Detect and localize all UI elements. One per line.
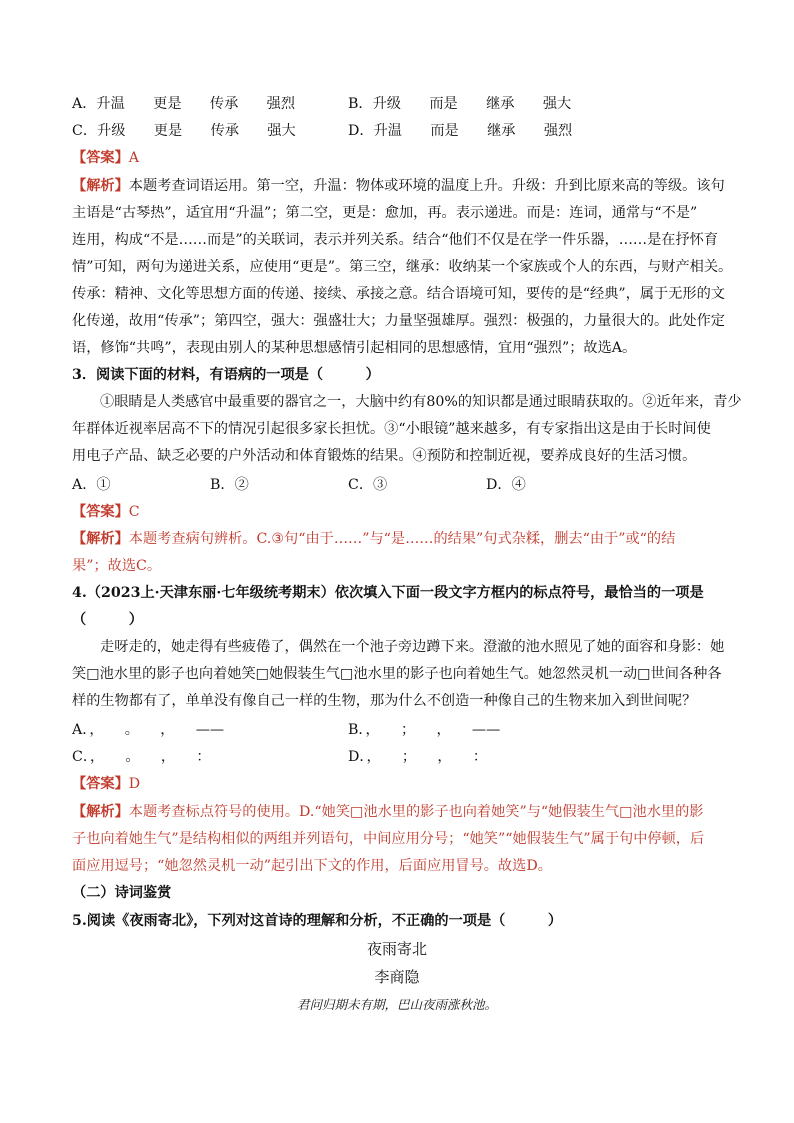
q3-passage-line: 用电子产品、缺乏必要的户外活动和体育锻炼的结果。④预防和控制近视，要养成良好的生活习惯。 [72, 448, 697, 464]
q3-analysis-line [72, 529, 675, 549]
q4-passage-line: 笑□池水里的影子也向着她笑□她假装生气□池水里的影子也向着她生气。她忽然灵机一动□世间各种各 [72, 666, 722, 682]
q3-option-d: D．④ [486, 477, 526, 493]
q3-analysis-line: 果”；故选C。 [72, 558, 162, 574]
q3-answer [72, 502, 140, 522]
answer-value: C [128, 504, 140, 520]
section-heading: （二）诗词鉴赏 [72, 885, 172, 901]
q5-stem: 5.阅读《夜雨寄北》，下列对这首诗的理解和分析，不正确的一项是（ ） [72, 913, 563, 929]
q4-option-c: C．， 。 ， ： [72, 749, 211, 765]
q4-passage-line: 样的生物都有了，单单没有像自己一样的生物，那为什么不创造一种像自己的生物来加入到世间呢？ [72, 693, 697, 709]
poem-title: 夜雨寄北 [366, 940, 427, 958]
q2-option-d: D．升温 而是 继承 强烈 [348, 123, 573, 139]
q4-option-b: B．， ； ， —— [348, 722, 501, 738]
analysis-text: 本题考查词语运用。第一空，升温：物体或环境的温度上升。升级：升到比原来高的等级。该句 [128, 178, 725, 194]
q3-option-a: A．① [72, 477, 111, 493]
analysis-tag: 【解析】 [72, 178, 129, 194]
q2-answer [72, 148, 139, 168]
answer-value: A [128, 150, 140, 166]
q2-analysis-line: 化传递，故用“传承”；第四空，强大：强盛壮大；力量坚强雄厚。强烈：极强的，力量很大的。此处作定 [72, 313, 725, 329]
q4-passage-line: 走呀走的，她走得有些疲倦了，偶然在一个池子旁边蹲下来。澄澈的池水照见了她的面容和身影：她 [100, 639, 725, 655]
q2-analysis-line [72, 176, 725, 196]
q3-option-c: C．③ [348, 477, 388, 493]
answer-tag: 【答案】 [72, 776, 129, 792]
q2-analysis-line: 连用，构成“不是……而是”的关联词，表示并列关系。结合“他们不仅是在学一件乐器，……是在抒怀育 [72, 232, 719, 248]
q4-option-a: A．， 。 ， —— [72, 722, 225, 738]
q4-option-d: D．， ； ， ： [348, 749, 488, 765]
q2-option-c: C．升级 更是 传承 强大 [72, 123, 296, 139]
q4-answer [72, 774, 140, 794]
q3-option-b: B．② [210, 477, 249, 493]
q2-analysis-line: 语，修饰“共鸣”，表现由别人的某种思想感情引起相同的思想感情，宜用“强烈”；故选A。 [72, 340, 637, 356]
q4-stem-paren: （ ） [72, 612, 143, 628]
poem-author: 李商隐 [374, 968, 420, 986]
poem-line: 君问归期未有期，巴山夜雨涨秋池。 [296, 997, 497, 1012]
q2-analysis-line: 情”可知，两句为递进关系，应使用“更是”。第三空，继承：收纳某一个家族或个人的东西，与财产相关。 [72, 259, 733, 275]
analysis-tag: 【解析】 [72, 531, 129, 547]
q2-option-a: A．升温 更是 传承 强烈 [72, 96, 296, 112]
analysis-text: 本题考查病句辨析。C.③句“由于……”与“是……的结果”句式杂糅，删去“由于”或“的结 [128, 531, 676, 547]
analysis-text: 本题考查标点符号的使用。D.“她笑□池水里的影子也向着她笑”与“她假装生气□池水里的影 [128, 804, 704, 820]
q4-analysis-line [72, 802, 703, 822]
answer-tag: 【答案】 [72, 150, 129, 166]
q2-analysis-line: 主语是“古琴热”，适宜用“升温”；第二空，更是：愈加，再。表示递进。而是：连词，通常与“不是” [72, 205, 698, 221]
answer-value: D [128, 776, 141, 792]
q2-option-b: B．升级 而是 继承 强大 [348, 96, 572, 112]
q3-passage-line: ①眼睛是人类感官中最重要的器官之一，大脑中约有80%的知识都是通过眼睛获取的。②近年来，青少 [100, 394, 742, 410]
q4-analysis-line: 面应用逗号；“她忽然灵机一动”起引出下文的作用，后面应用冒号。故选D。 [72, 858, 552, 874]
q3-passage-line: 年群体近视率居高不下的情况引起很多家长担忧。③“小眼镜”越来越多，有专家指出这是由于长时间使 [72, 421, 711, 437]
q3-stem: 3．阅读下面的材料，有语病的一项是（ ） [72, 367, 380, 383]
analysis-tag: 【解析】 [72, 804, 129, 820]
answer-tag: 【答案】 [72, 504, 129, 520]
q2-analysis-line: 传承：精神、文化等思想方面的传递、接续、承接之意。结合语境可知，要传的是“经典”，属于无形的文 [72, 286, 725, 302]
q4-analysis-line: 子也向着她生气”是结构相似的两组并列语句，中间应用分号；“她笑”“她假装生气”属于句中停顿，后 [72, 831, 705, 847]
q4-stem: 4.（2023上·天津东丽·七年级统考期末）依次填入下面一段文字方框内的标点符号，最恰当的一项是 [72, 585, 704, 601]
